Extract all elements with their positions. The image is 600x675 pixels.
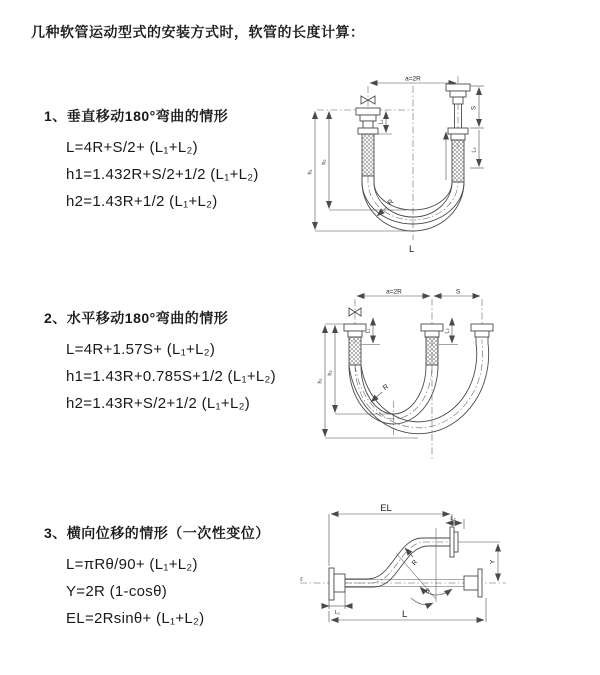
dim-y-label: Y (489, 559, 497, 565)
dimension-l2 (470, 130, 484, 168)
section-2-formulas (66, 336, 276, 417)
hose-s-curve (345, 527, 458, 587)
dim-s-label: S (455, 288, 461, 296)
centerlines (317, 76, 458, 240)
dim-l-label: L (402, 609, 408, 620)
dim-a2r-label: a=2R (405, 75, 421, 83)
diagram-vertical-180 (303, 70, 593, 264)
dim-h1-label: h₁ (317, 378, 324, 384)
diagram-lateral-displacement (296, 498, 598, 655)
hose-loop-pos2 (349, 343, 489, 434)
dim-l2-label: L₂ (471, 147, 478, 153)
radius-callout (371, 383, 390, 402)
dim-h2-label: h₂ (327, 370, 334, 376)
moving-end-pipe (446, 84, 470, 182)
formula-line: L=4R+1.57S+ (L₁+L₂) (66, 341, 216, 358)
dim-l1-label: L₁ (335, 610, 340, 616)
diagram-horizontal-180 (300, 281, 600, 475)
section-3-formulas (66, 551, 270, 632)
dimension-h1 (318, 324, 419, 438)
dim-l-label: L (409, 244, 415, 255)
section-1-formulas (66, 134, 259, 215)
formula-line: EL=2Rsinθ+ (L₁+L₂) (66, 610, 205, 627)
formula-line: h1=1.43R+0.785S+1/2 (L₁+L₂) (66, 368, 276, 385)
dimension-a2r (370, 76, 456, 84)
dim-l2-label: L₂ (444, 328, 451, 334)
dim-h1-label: h₁ (307, 169, 314, 175)
formula-line: L=πRθ/90+ (L₁+L₂) (66, 556, 198, 573)
centerlines (355, 299, 482, 459)
section-vertical-180 (44, 106, 259, 215)
dimension-l1 (362, 318, 380, 345)
section-lateral-displacement (44, 523, 270, 632)
formula-line: h2=1.43R+S/2+1/2 (L₁+L₂) (66, 395, 251, 412)
dim-el-label: EL (380, 503, 392, 514)
dim-h2-label: h₂ (321, 159, 328, 165)
section-2-heading: 2、水平移动180°弯曲的情形 (44, 310, 229, 326)
section-horizontal-180 (44, 308, 276, 417)
dim-a2r-label: a=2R (386, 288, 402, 296)
axis-mark-label: z (300, 576, 303, 583)
dim-l1-label: L₁ (365, 328, 372, 334)
formula-line: Y=2R (1-cosθ) (66, 583, 168, 600)
fixed-end-pipe (356, 108, 380, 176)
angle-construction (396, 528, 452, 605)
radius-label: R (410, 558, 420, 567)
fixed-end-flange (329, 568, 345, 600)
dimension-a2r (357, 289, 430, 297)
page-title: 几种软管运动型式的安装方式时，软管的长度计算： (31, 24, 365, 40)
dimension-l2 (446, 516, 464, 529)
dim-l1-label: L₁ (378, 119, 385, 125)
dim-s-label: S (471, 105, 478, 111)
dimension-el (329, 503, 452, 566)
formula-line: h1=1.432R+S/2+1/2 (L₁+L₂) (66, 166, 259, 183)
dimension-l1 (323, 592, 351, 616)
dimension-l (329, 598, 486, 622)
radius-callout (405, 548, 419, 567)
dim-l2-label: L₂ (450, 516, 456, 522)
section-1-heading: 1、垂直移动180°弯曲的情形 (44, 108, 229, 124)
angle-label: θ (426, 588, 430, 595)
section-3-heading: 3、横向位移的情形（一次性变位） (44, 525, 270, 541)
dimension-s (434, 289, 480, 297)
formula-line: h2=1.43R+1/2 (L₁+L₂) (66, 193, 218, 210)
radius-label: R (386, 198, 396, 207)
formula-line: L=4R+S/2+ (L₁+L₂) (66, 139, 198, 156)
dimension-s (470, 86, 484, 128)
radius-label: R (381, 383, 390, 392)
